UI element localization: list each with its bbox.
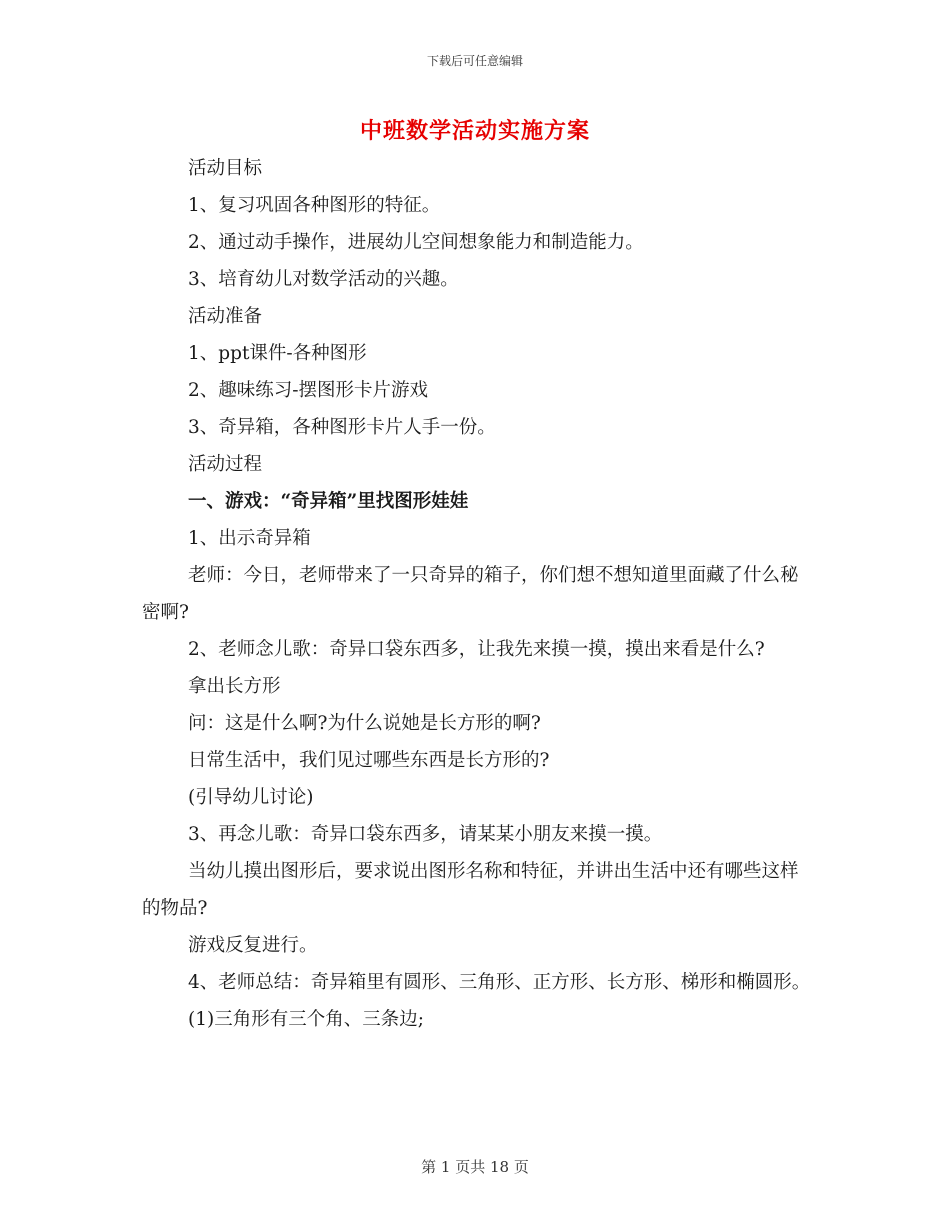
page-header: 下载后可任意编辑 <box>426 54 523 68</box>
paragraph: 拿出长方形 <box>188 676 281 697</box>
paragraph: (1)三角形有三个角、三条边; <box>188 1009 424 1030</box>
paragraph: 4、老师总结：奇异箱里有圆形、三角形、正方形、长方形、梯形和椭圆形。 <box>188 972 811 993</box>
document-title: 中班数学活动实施方案 <box>359 118 590 144</box>
page-footer: 第 1 页共 18 页 <box>421 1158 529 1176</box>
section-heading-goals: 活动目标 <box>188 158 263 179</box>
paragraph: 当幼儿摸出图形后，要求说出图形名称和特征，并讲出生活中还有哪些这样的物品? <box>142 861 799 919</box>
document-body <box>142 150 812 1038</box>
paragraph: 日常生活中，我们见过哪些东西是长方形的? <box>188 750 550 771</box>
paragraph: 3、奇异箱，各种图形卡片人手一份。 <box>188 417 496 438</box>
paragraph: 2、趣味练习-摆图形卡片游戏 <box>188 380 429 401</box>
section-heading-process: 活动过程 <box>188 454 263 475</box>
paragraph: 游戏反复进行。 <box>188 935 318 956</box>
paragraph: (引导幼儿讨论) <box>188 787 314 808</box>
paragraph: 2、通过动手操作，进展幼儿空间想象能力和制造能力。 <box>188 232 644 253</box>
paragraph: 1、ppt课件-各种图形 <box>188 343 367 364</box>
paragraph: 1、复习巩固各种图形的特征。 <box>188 195 441 216</box>
subsection-heading-game: 一、游戏：“奇异箱”里找图形娃娃 <box>188 491 469 512</box>
paragraph: 3、再念儿歌：奇异口袋东西多，请某某小朋友来摸一摸。 <box>188 824 663 845</box>
paragraph: 问：这是什么啊?为什么说她是长方形的啊? <box>188 713 541 734</box>
section-heading-preparation: 活动准备 <box>188 306 263 327</box>
paragraph: 2、老师念儿歌：奇异口袋东西多，让我先来摸一摸，摸出来看是什么? <box>188 639 765 660</box>
paragraph: 老师：今日，老师带来了一只奇异的箱子，你们想不想知道里面藏了什么秘密啊? <box>142 565 799 623</box>
paragraph: 1、出示奇异箱 <box>188 528 311 549</box>
paragraph: 3、培育幼儿对数学活动的兴趣。 <box>188 269 459 290</box>
